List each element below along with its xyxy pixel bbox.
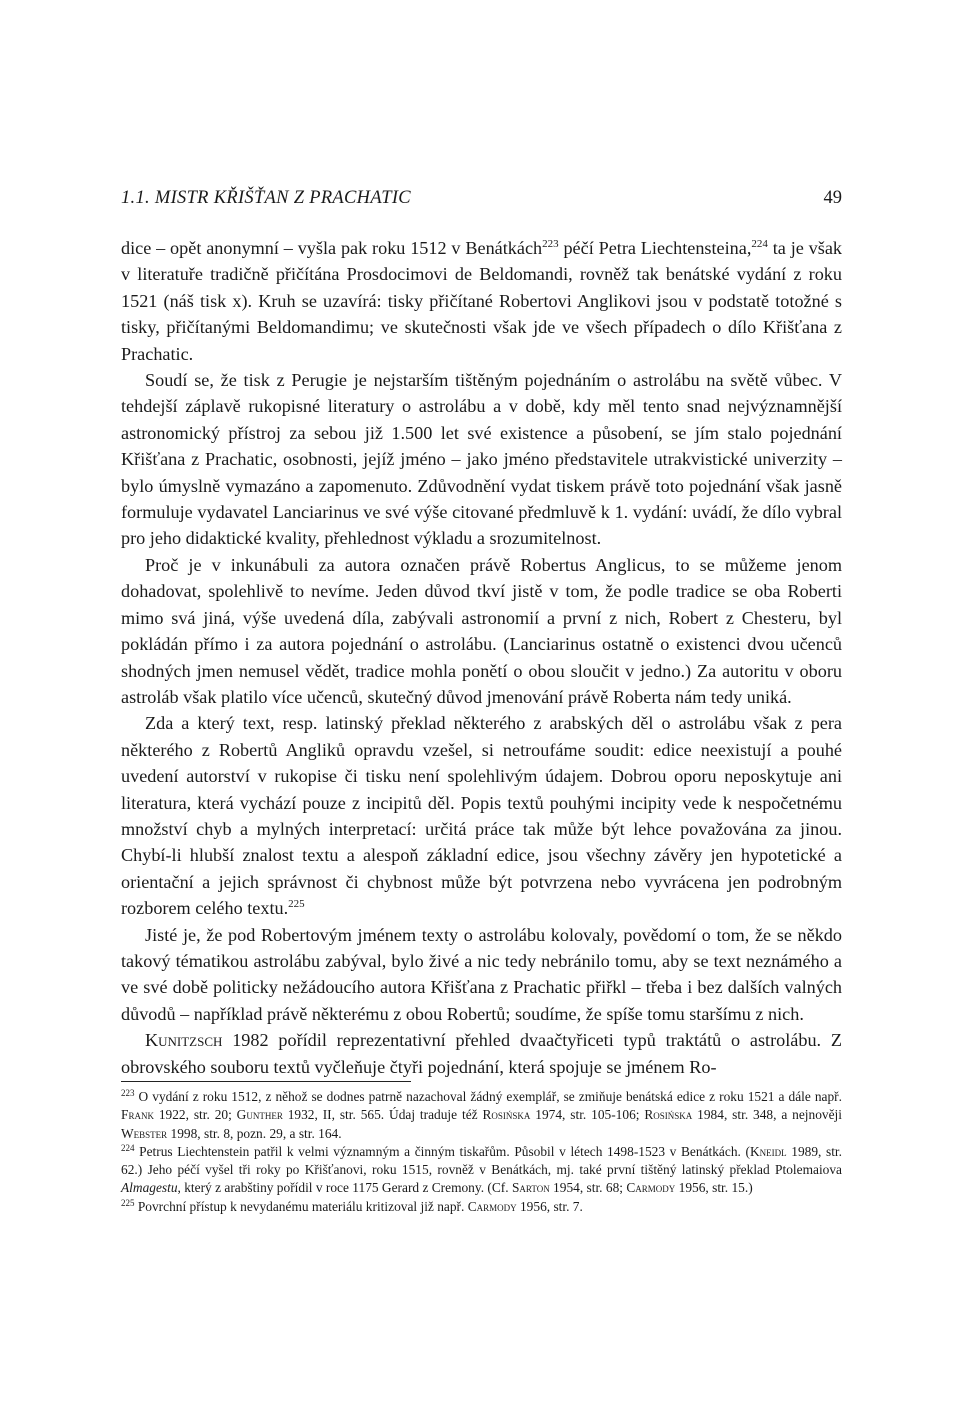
text-run: Petrus Liechtenstein patřil k velmi významným a činným tiskařům. Působil v létech 1498-1523 v Benátkách. (	[134, 1143, 750, 1159]
paragraph	[121, 1027, 842, 1080]
author-name: Rosińska	[644, 1107, 693, 1123]
footnotes	[121, 1088, 842, 1216]
paragraph: Jisté je, že pod Robertovým jménem texty o astrolábu kolovaly, povědomí o tom, že se někdo takový tématikou astrolábu zabýval, bylo živé a nic tedy nebránilo tomu, aby se text neznámého a ve své době politicky nežádoucího autora Křišťana z Prachatic přiřkl – třeba i bez dalších valných důvodů – například právě některému z obou Robertů; soudíme, že spíše tomu staršímu z nich.	[121, 924, 842, 1024]
author-name: Carmody	[467, 1198, 517, 1214]
author-name: Frank	[121, 1107, 154, 1123]
page-number: 49	[823, 188, 842, 208]
text-run: 1984, str. 348, a nejnověji	[692, 1107, 842, 1123]
text-run: 1932, II, str. 565. Údaj traduje též	[282, 1107, 483, 1123]
text-run: 1956, str. 15.)	[675, 1180, 753, 1196]
paragraph: Proč je v inkunábuli za autora označen právě Robertus Anglicus, to se můžeme jenom dohadovat, spolehlivě to nevíme. Jeden důvod tkví jistě v tom, že podle tradice se oba Roberti mimo svá jiná, výše uvedená díla, zabývali astronomií a první z nich, Robert z Chesteru, byl pokládán přímo i za autora pojednání o astrolábu. (Lanciarinus ostatně o existenci dvou učenců shodných jmen nemusel vědět, tradice mohla ponětí o obou sloučit v jedno.) Za autoritu v oboru astroláb však platilo více učenců, skutečný důvod jmenování právě Roberta nám tedy uniká.	[121, 554, 842, 707]
text-run: péčí Petra Liechtensteina,	[558, 238, 752, 258]
text-run: 1956, str. 7.	[516, 1198, 583, 1214]
text-run: 1954, str. 68;	[549, 1180, 627, 1196]
author-name: Kunitzsch	[145, 1030, 223, 1051]
footnote-ref-224[interactable]: 224	[751, 238, 768, 250]
text-run: dice – opět anonymní – vyšla pak roku 1512 v Benátkách	[121, 238, 543, 258]
main-text	[121, 235, 842, 1080]
running-header	[121, 183, 842, 213]
author-name: Gunther	[236, 1107, 283, 1123]
work-title: Almagestu	[121, 1180, 178, 1196]
author-name: Kneidl	[749, 1143, 787, 1159]
text-run: 1998, str. 8, pozn. 29, a str. 164.	[167, 1125, 342, 1141]
text-run: 1922, str. 20;	[153, 1107, 237, 1123]
author-name: Carmody	[626, 1180, 676, 1196]
author-name: Webster	[121, 1125, 168, 1141]
text-run: , který z arabštiny pořídil v roce 1175 Gerard z Cremony. (Cf.	[177, 1180, 512, 1196]
paragraph: Soudí se, že tisk z Perugie je nejstarším tištěným pojednáním o astrolábu na světě vůbec. V tehdejší záplavě rukopisné literatury o astrolábu a v době, kdy měl tento snad nejvýznamnější astronomický přístroj za sebou již 1.500 let své existence a působení, se jím stalo pojednání Křišťana z Prachatic, osobnosti, jejíž jméno – jako jméno představitele utrakvistické univerzity – bylo úmyslně vymazáno a zapomenuto. Zdůvodnění vydat tiskem právě toto pojednání však jasně formuluje vydavatel Lanciarinus ve své výše citované předmluvě k 1. vydání: uvádí, že dílo vybral pro jeho didaktické kvality, přehlednost výkladu a srozumitelnost.	[121, 370, 842, 549]
paragraph	[121, 710, 842, 921]
paragraph	[121, 235, 842, 367]
text-run: O vydání z roku 1512, z něhož se dodnes patrně nazachoval žádný exemplář, se zmiňuje benátská edice z roku 1521 a dále např.	[134, 1089, 842, 1104]
footnote-225	[121, 1198, 842, 1216]
footnote-ref-225[interactable]: 225	[288, 898, 305, 911]
footnote-ref-223[interactable]: 223	[542, 238, 559, 250]
text-run: ta je však v literatuře tradičně přičítána Prosdocimovi de Beldomandi, rovněž tak benátské vydání z roku 1521 (náš tisk x). Kruh se uzavírá: tisky přičítané Robertovi Anglikovi jsou v podstatě totožné s tisky, přičítanými Beldomandimu; ve skutečnosti však jde ve všech případech o dílo Křišťana z Prachatic.	[121, 238, 842, 364]
text-run: Povrchní přístup k nevydanému materiálu kritizoval již např.	[134, 1198, 468, 1214]
text-run: Zda a který text, resp. latinský překlad některého z arabských děl o astrolábu však z pera některého z Robertů Angliků opravdu vzešel, si netroufáme soudit: edice neexistují a pouhé uvedení autorství v rukopise či tisku není spolehlivým údajem. Dobrou oporu neposkytuje ani literatura, která vychází pouze z incipitů děl. Popis textů pouhými incipity vede k nespočetnému množství chyb a mylných interpretací: určitá práce tak může být lehce považována za jinou. Chybí-li hlubší znalost textu a alespoň základní edice, jsou všechny závěry jen hypotetické a orientační a jejich správnost či chybnost může být potvrzena nebo vyvrácena jen podrobným rozborem celého textu.	[121, 713, 842, 919]
author-name: Sarton	[511, 1180, 550, 1196]
footnote-number: 224	[121, 1142, 135, 1153]
footnote-number: 225	[121, 1197, 135, 1208]
footnote-223	[121, 1088, 842, 1143]
text-run: 1974, str. 105-106;	[530, 1107, 645, 1123]
text-run: 1989, str. 62.) Jeho péčí vyšel tři roky po Křišťanovi, roku 1515, rovněž v Benátkách, mj. také první tištěný latinský překlad Ptolemaiova	[121, 1143, 843, 1178]
author-name: Rosińska	[482, 1107, 531, 1123]
footnote-224	[121, 1143, 842, 1198]
footnote-separator	[121, 1081, 411, 1082]
running-head-title: 1.1. MISTR KŘIŠŤAN Z PRACHATIC	[121, 188, 411, 208]
text-run: 1982 pořídil reprezentativní přehled dvaačtyřiceti typů traktátů o astrolábu. Z obrovského souboru textů vyčleňuje čtyři pojednání, která spojuje se jménem Ro-	[121, 1030, 842, 1077]
footnote-number: 223	[121, 1088, 135, 1098]
